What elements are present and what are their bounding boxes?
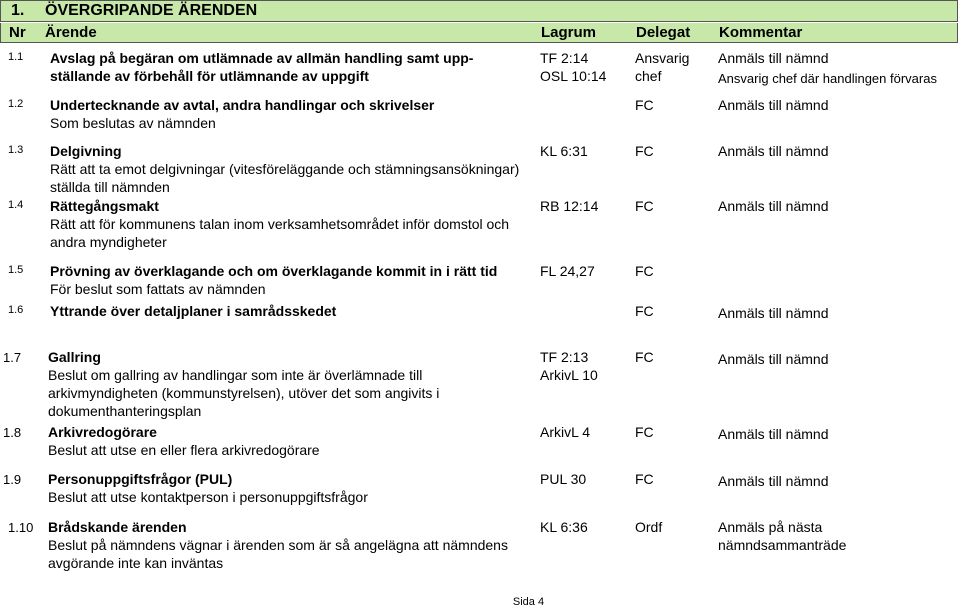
row-delegat: Ordf bbox=[635, 519, 663, 535]
row-law: FL 24,27 bbox=[540, 263, 595, 279]
header-lagrum: Lagrum bbox=[541, 24, 597, 41]
row-law: TF 2:13 bbox=[540, 349, 589, 365]
row-delegat: FC bbox=[635, 143, 654, 159]
row-description-3: dokumenthanteringsplan bbox=[48, 403, 202, 419]
row-kommentar: Anmäls på nästa bbox=[718, 519, 823, 535]
row-delegat: FC bbox=[635, 471, 654, 487]
row-description: Beslut om gallring av handlingar som inte är överlämnade till bbox=[48, 367, 423, 383]
row-title: Brådskande ärenden bbox=[48, 519, 187, 535]
row-number: 1.3 bbox=[8, 144, 24, 156]
row-description-2: arkivmyndigheten (kommunstyrelsen), utöver det som angivits i bbox=[48, 385, 440, 401]
row-kommentar: Anmäls till nämnd bbox=[718, 426, 829, 442]
row-law: KL 6:31 bbox=[540, 143, 588, 159]
row-description: Beslut på nämndens vägnar i ärenden som är så angelägna att nämndens bbox=[48, 537, 508, 553]
row-description: Beslut att utse en eller flera arkivredogörare bbox=[48, 442, 320, 458]
row-number: 1.1 bbox=[8, 51, 24, 63]
row-delegat: FC bbox=[635, 424, 654, 440]
row-kommentar: Anmäls till nämnd bbox=[718, 50, 829, 66]
row-title: Delgivning bbox=[50, 143, 122, 159]
row-law: TF 2:14 bbox=[540, 50, 589, 66]
section-number: 1. bbox=[11, 2, 25, 19]
row-description-2: andra myndigheter bbox=[50, 234, 167, 250]
row-law-2: OSL 10:14 bbox=[540, 68, 607, 84]
row-number: 1.4 bbox=[8, 199, 24, 211]
row-delegat: FC bbox=[635, 263, 654, 279]
row-title: Avslag på begäran om utlämnade av allmän handling samt upp- bbox=[50, 50, 474, 66]
row-kommentar: Anmäls till nämnd bbox=[718, 351, 829, 367]
row-description: För beslut som fattats av nämnden bbox=[50, 281, 266, 297]
section-title: ÖVERGRIPANDE ÄRENDEN bbox=[45, 2, 258, 19]
row-delegat: FC bbox=[635, 303, 654, 319]
row-law: RB 12:14 bbox=[540, 198, 599, 214]
row-kommentar: Anmäls till nämnd bbox=[718, 143, 829, 159]
row-delegat: FC bbox=[635, 198, 654, 214]
row-title: Rättegångsmakt bbox=[50, 198, 159, 214]
row-title: Prövning av överklagande och om överklagande kommit in i rätt tid bbox=[50, 263, 498, 279]
section-title-bar bbox=[0, 0, 958, 22]
page-number: Sida 4 bbox=[512, 596, 545, 608]
row-description-2: ställda till nämnden bbox=[50, 179, 170, 195]
row-description-2: avgörande inte kan inväntas bbox=[48, 555, 224, 571]
row-delegat: FC bbox=[635, 97, 654, 113]
header-kommentar: Kommentar bbox=[719, 24, 803, 41]
row-number: 1.8 bbox=[3, 425, 22, 440]
header-delegat: Delegat bbox=[636, 24, 691, 41]
row-law: KL 6:36 bbox=[540, 519, 588, 535]
row-description: Beslut att utse kontaktperson i personuppgiftsfrågor bbox=[48, 489, 368, 505]
row-number: 1.10 bbox=[8, 520, 34, 535]
row-number: 1.9 bbox=[3, 472, 22, 487]
row-title: Yttrande över detaljplaner i samrådsskedet bbox=[50, 303, 337, 319]
row-law: ArkivL 4 bbox=[540, 424, 591, 440]
row-kommentar-2: nämndsammanträde bbox=[718, 537, 847, 553]
row-law-2: ArkivL 10 bbox=[540, 367, 598, 383]
row-description: Som beslutas av nämnden bbox=[50, 115, 216, 131]
row-number: 1.6 bbox=[8, 304, 24, 316]
row-kommentar: Anmäls till nämnd bbox=[718, 305, 829, 321]
row-delegat-2: chef bbox=[635, 68, 662, 84]
row-law: PUL 30 bbox=[540, 471, 587, 487]
row-description: Rätt att för kommunens talan inom verksamhetsområdet inför domstol och bbox=[50, 216, 510, 232]
row-delegat: Ansvarig bbox=[635, 50, 690, 66]
row-number: 1.2 bbox=[8, 98, 24, 110]
row-number: 1.5 bbox=[8, 264, 24, 276]
header-arende: Ärende bbox=[45, 24, 97, 41]
row-kommentar: Anmäls till nämnd bbox=[718, 473, 829, 489]
row-kommentar: Anmäls till nämnd bbox=[718, 198, 829, 214]
row-title: Arkivredogörare bbox=[48, 424, 157, 440]
header-nr: Nr bbox=[9, 24, 26, 41]
row-title-cont: ställande av förbehåll för utlämnande av uppgift bbox=[50, 68, 369, 84]
row-description: Rätt att ta emot delgivningar (vitesföreläggande och stämningsansökningar) bbox=[50, 161, 520, 177]
row-title: Gallring bbox=[48, 349, 101, 365]
row-kommentar-2: Ansvarig chef där handlingen förvaras bbox=[718, 71, 937, 86]
row-title: Personuppgiftsfrågor (PUL) bbox=[48, 471, 233, 487]
row-kommentar: Anmäls till nämnd bbox=[718, 97, 829, 113]
row-delegat: FC bbox=[635, 349, 654, 365]
row-title: Undertecknande av avtal, andra handlingar och skrivelser bbox=[50, 97, 435, 113]
table-header bbox=[0, 23, 958, 43]
row-number: 1.7 bbox=[3, 350, 22, 365]
